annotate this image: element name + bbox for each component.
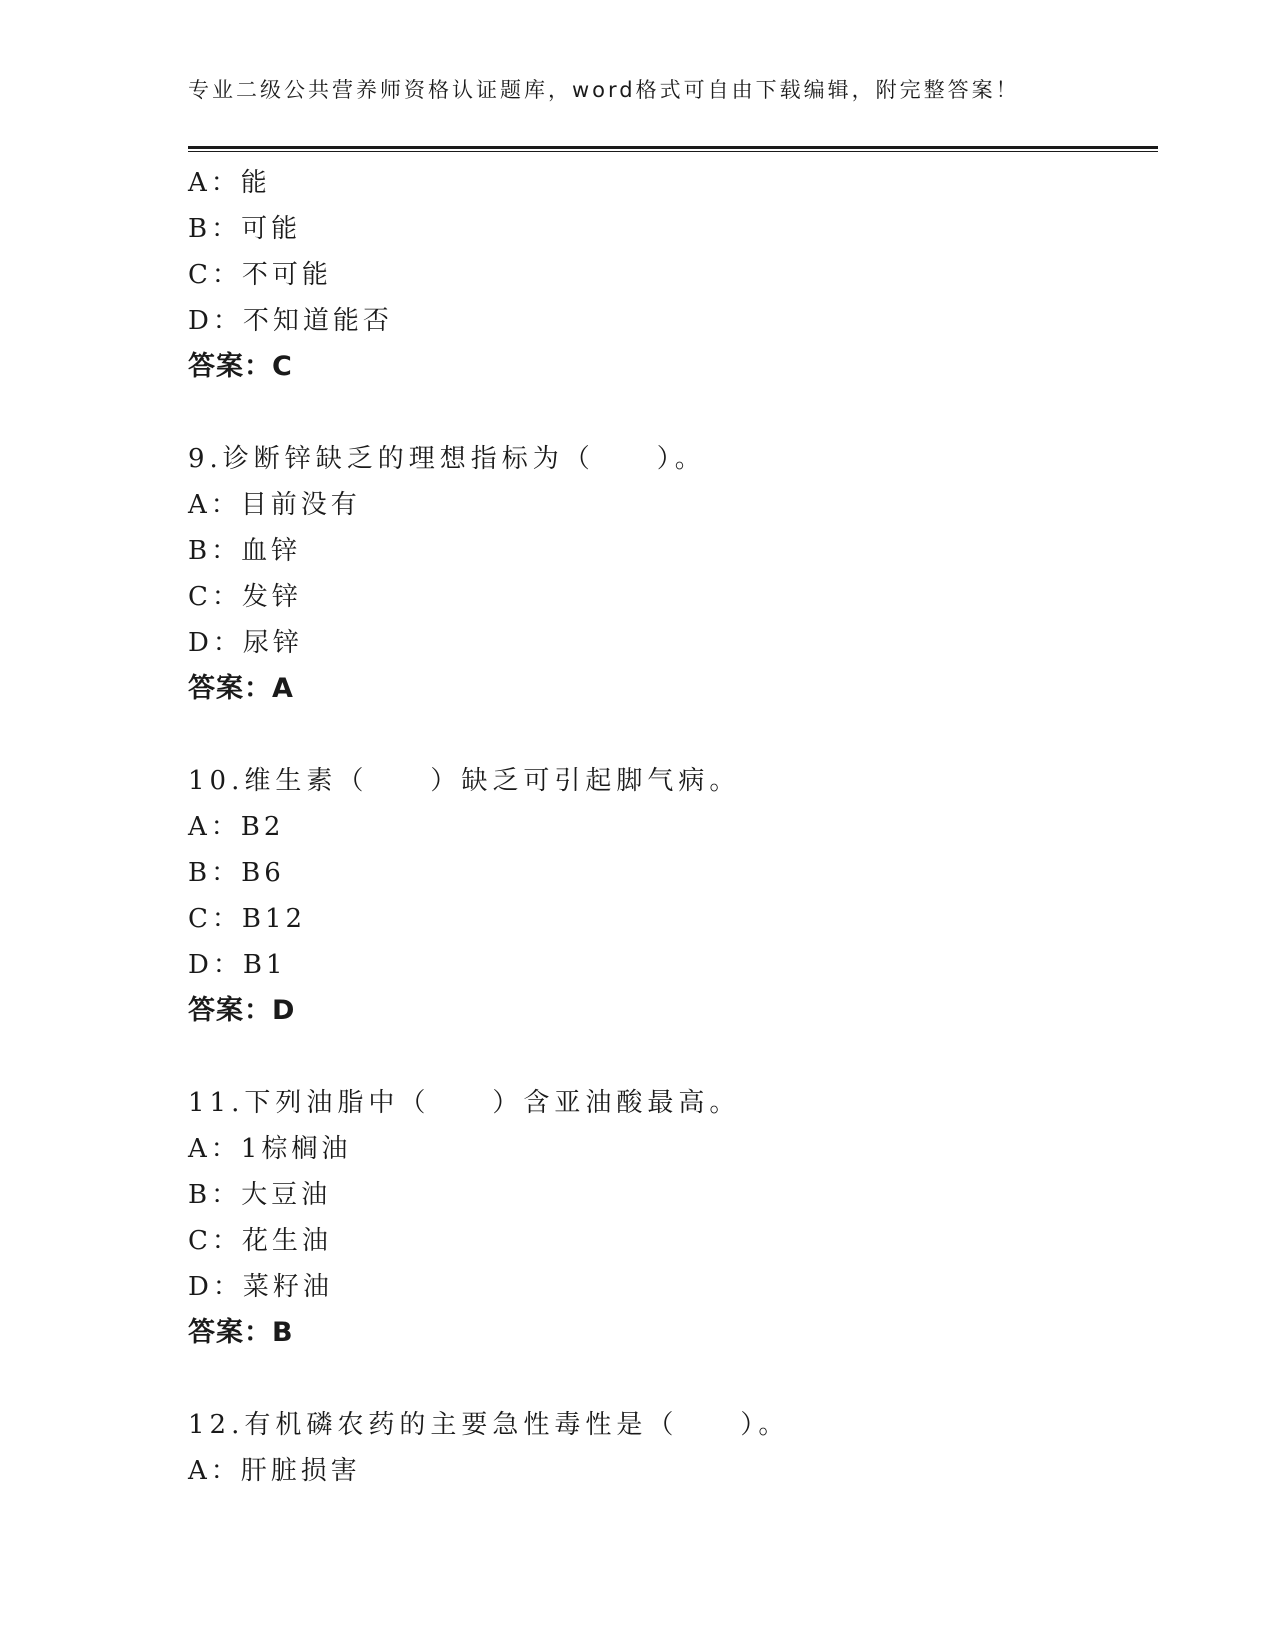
question-9-block: [188, 436, 1158, 712]
option-d: D：不知道能否: [188, 306, 393, 336]
answer-line: 答案：D: [188, 995, 296, 1026]
option-d: D：尿锌: [188, 628, 303, 658]
spacer: [188, 712, 1158, 758]
answer-line: 答案：A: [188, 673, 294, 704]
option-d: D：B1: [188, 950, 287, 980]
option-b: B：大豆油: [188, 1180, 332, 1210]
answer-line: 答案：B: [188, 1317, 294, 1348]
option-c: C：花生油: [188, 1226, 332, 1256]
option-c: C：发锌: [188, 582, 302, 612]
previous-question-block: [188, 160, 1158, 390]
question-11-block: [188, 1080, 1158, 1356]
question-text: 10.维生素（ ）缺乏可引起脚气病。: [188, 766, 741, 796]
spacer: [188, 1356, 1158, 1402]
option-d: D：菜籽油: [188, 1272, 333, 1302]
answer-line: 答案：C: [188, 351, 293, 382]
question-10-block: [188, 758, 1158, 1034]
page-header: 专业二级公共营养师资格认证题库，word格式可自由下载编辑，附完整答案！: [188, 78, 1020, 102]
option-a: A：能: [188, 168, 271, 198]
question-text: 12.有机磷农药的主要急性毒性是（ ）。: [188, 1410, 790, 1440]
option-b: B：血锌: [188, 536, 302, 566]
option-c: C：B12: [188, 904, 307, 934]
option-a: A：目前没有: [188, 490, 361, 520]
header-rule-thick: [188, 146, 1158, 149]
option-a: A：1棕榈油: [188, 1134, 352, 1164]
question-text: 9.诊断锌缺乏的理想指标为（ ）。: [188, 444, 706, 474]
option-b: B：B6: [188, 858, 285, 888]
option-a: A：肝脏损害: [188, 1456, 361, 1486]
option-c: C：不可能: [188, 260, 332, 290]
option-b: B：可能: [188, 214, 302, 244]
question-text: 11.下列油脂中（ ）含亚油酸最高。: [188, 1088, 741, 1118]
question-12-block: [188, 1402, 1158, 1494]
spacer: [188, 1034, 1158, 1080]
option-a: A：B2: [188, 812, 285, 842]
header-rule-thin: [188, 151, 1158, 152]
question-list: [188, 160, 1158, 1494]
spacer: [188, 390, 1158, 436]
